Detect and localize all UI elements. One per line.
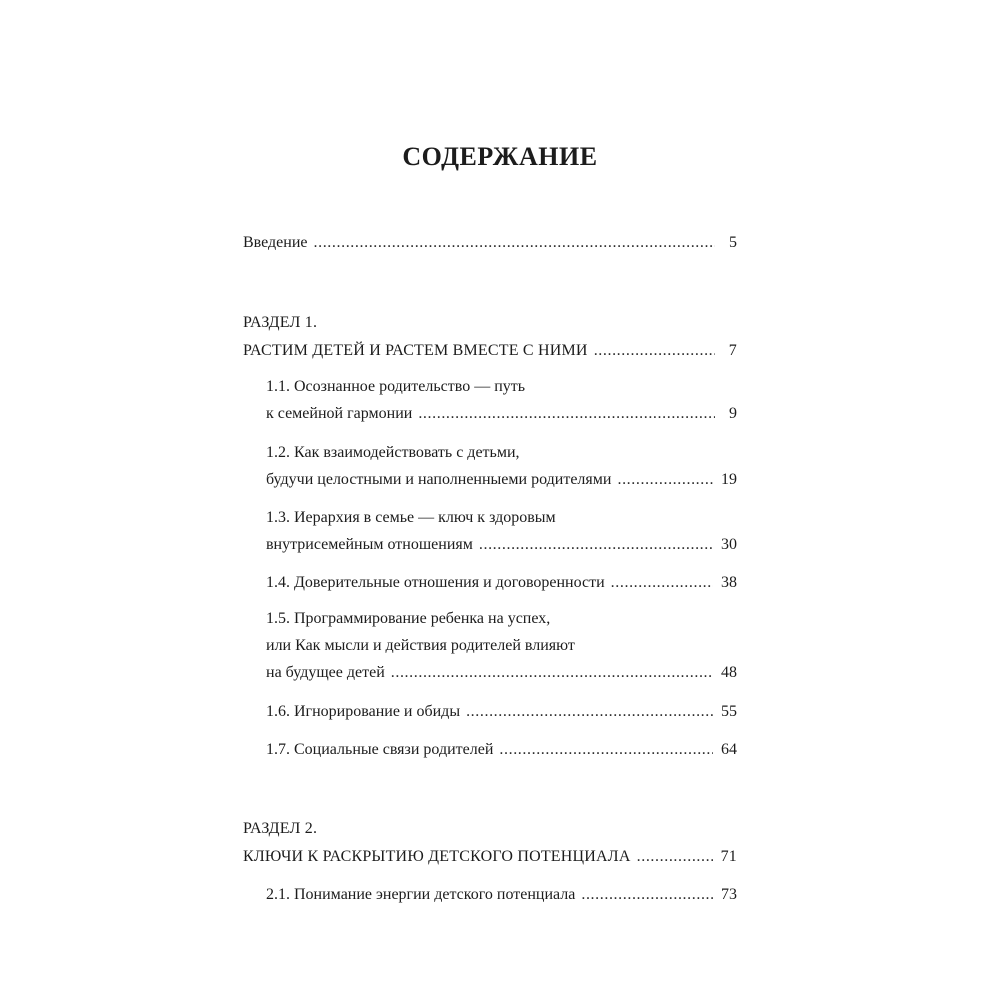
page-title: СОДЕРЖАНИЕ [402, 142, 598, 171]
dot-leader [499, 739, 713, 761]
dot-leader [479, 534, 713, 556]
toc-entry-label: КЛЮЧИ К РАСКРЫТИЮ ДЕТСКОГО ПОТЕНЦИАЛА [243, 848, 631, 865]
toc-entry-label: РАСТИМ ДЕТЕЙ И РАСТЕМ ВМЕСТЕ С НИМИ [243, 342, 588, 359]
page-number: 55 [721, 703, 737, 720]
toc-entry-1-2-cont: будучи целостными и наполненныеми родителями ..... 19 [266, 469, 737, 491]
page-number: 73 [721, 886, 737, 903]
dot-leader [637, 846, 713, 868]
section-1-heading: РАЗДЕЛ 1. [243, 314, 318, 331]
dot-leader [581, 884, 713, 906]
toc-entry-2-1: 2.1. Понимание энергии детского потенциала ..... 73 [266, 884, 737, 906]
toc-entry-1-3: 1.3. Иерархия в семье — ключ к здоровым [266, 509, 556, 526]
toc-entry-1-5: 1.5. Программирование ребенка на успех, [266, 610, 551, 627]
toc-entry-1-1: 1.1. Осознанное родительство — путь [266, 378, 526, 395]
dot-leader [611, 572, 713, 594]
section-2-title [243, 846, 737, 868]
toc-entry-1-3-cont: внутрисемейным отношениям ..... 30 [266, 534, 737, 556]
toc-entry-1-1-cont: к семейной гармонии ..... 9 [266, 403, 737, 425]
dot-leader [391, 662, 713, 684]
page-number: 38 [721, 574, 737, 591]
dot-leader [314, 232, 716, 254]
section-1-title [243, 340, 737, 362]
toc-entry-1-7: 1.7. Социальные связи родителей ..... 64 [266, 739, 737, 761]
toc-entry-1-5-cont: или Как мысли и действия родителей влияют [266, 637, 575, 654]
section-2-heading: РАЗДЕЛ 2. [243, 820, 318, 837]
toc-entry-1-5-cont2: на будущее детей ..... 48 [266, 662, 737, 684]
toc-entry-1-6: 1.6. Игнорирование и обиды ..... 55 [266, 701, 737, 723]
toc-entry-1-2: 1.2. Как взаимодействовать с детьми, [266, 444, 520, 461]
page-number: 7 [728, 342, 737, 359]
toc-entry-intro [243, 232, 737, 254]
dot-leader [418, 403, 715, 425]
toc-entry-1-4: 1.4. Доверительные отношения и договоренности ..... 38 [266, 572, 737, 594]
dot-leader [594, 340, 715, 362]
page-number: 19 [721, 471, 737, 488]
page-number: 9 [729, 405, 737, 422]
page-number: 5 [729, 234, 737, 251]
page-number: 30 [721, 536, 737, 553]
toc-entry-label: Введение [243, 234, 308, 251]
page-number: 64 [721, 741, 737, 758]
dot-leader [617, 469, 713, 491]
dot-leader [466, 701, 713, 723]
page-number: 48 [721, 664, 737, 681]
page-number: 71 [720, 848, 737, 865]
